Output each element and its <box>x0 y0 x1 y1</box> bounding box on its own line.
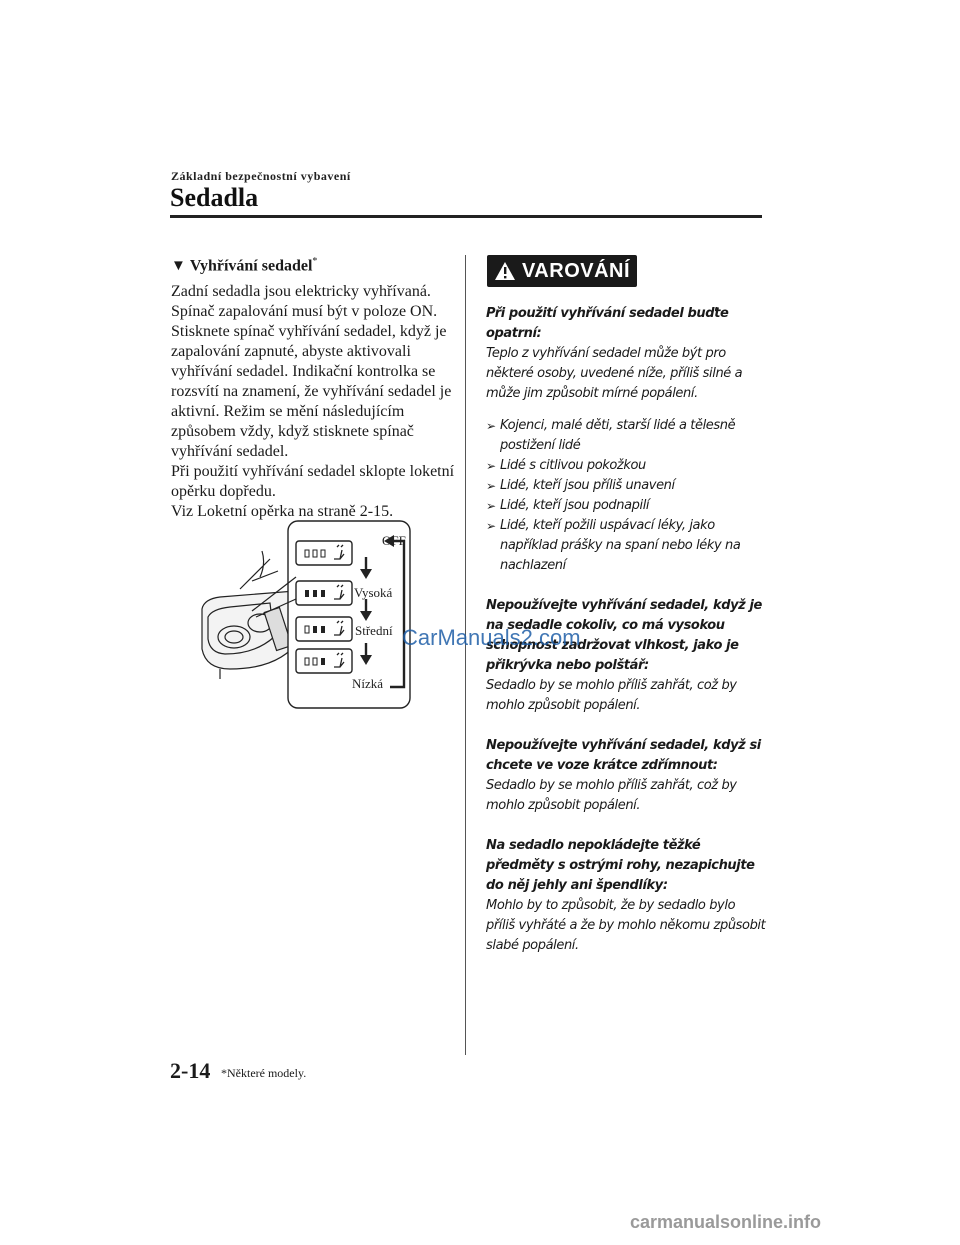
list-item: ➢ Lidé s citlivou pokožkou <box>486 456 766 476</box>
label-off: OFF <box>382 533 406 548</box>
arrow-bullet-icon: ➢ <box>486 519 496 533</box>
list-item: ➢ Lidé, kteří požili uspávací léky, jako například prášky na spaní nebo léky na nachlazení <box>486 518 741 573</box>
arrow-bullet-icon: ➢ <box>486 459 496 473</box>
cross-reference: Viz Loketní opěrka na straně 2-15. <box>171 503 394 520</box>
label-low: Nízká <box>352 676 384 691</box>
warning-body: Sedadlo by se mohlo příliš zahřát, což by mohlo způsobit popálení. <box>486 778 737 813</box>
list-item: ➢ Lidé, kteří jsou příliš unavení <box>486 476 766 496</box>
section-label: Základní bezpečnostní vybavení <box>171 169 351 183</box>
arrow-bullet-icon: ➢ <box>486 479 496 493</box>
warning-heading: Při použití vyhřívání sedadel buďte opatrní: <box>486 306 729 341</box>
column-divider <box>465 255 466 1055</box>
arrow-bullet-icon: ➢ <box>486 499 496 513</box>
footnote: *Některé modely. <box>221 1066 307 1080</box>
triangle-marker-icon: ▼ <box>171 258 186 275</box>
warning-list <box>486 416 766 576</box>
warning-heading: Nepoužívejte vyhřívání sedadel, když si chcete ve voze krátce zdřímnout: <box>486 738 761 773</box>
warning-badge <box>487 255 637 287</box>
warning-heading: Na sedadlo nepokládejte těžké předměty s ostrými rohy, nezapichujte do něj jehly ani špendlíky: <box>486 838 755 893</box>
title-rule <box>170 215 762 218</box>
footer-site-link[interactable]: carmanualsonline.info <box>630 1212 822 1232</box>
watermark: CarManuals2.com <box>402 625 581 650</box>
arrow-bullet-icon: ➢ <box>486 419 496 433</box>
seat-heater-figure <box>200 519 412 710</box>
warning-body: Sedadlo by se mohlo příliš zahřát, což by mohlo způsobit popálení. <box>486 678 737 713</box>
list-item: ➢ Lidé, kteří jsou podnapilí <box>486 496 766 516</box>
sub-heading-text: Vyhřívání sedadel <box>189 257 313 275</box>
sub-heading <box>171 256 317 275</box>
list-item: ➢ Kojenci, malé děti, starší lidé a tělesně postižení lidé <box>486 418 736 453</box>
body-paragraph: Při použití vyhřívání sedadel sklopte loketní opěrku dopředu. <box>171 463 455 500</box>
body-text <box>171 282 457 522</box>
warning-triangle-icon <box>494 261 516 281</box>
label-high: Vysoká <box>354 585 393 600</box>
model-footnote-mark: * <box>312 256 318 267</box>
warning-body: Teplo z vyhřívání sedadel může být pro některé osoby, uvedené níže, příliš silné a může jim způsobit mírné popálení. <box>486 346 743 401</box>
warning-heading: Nepoužívejte vyhřívání sedadel, když je na sedadle cokoliv, co má vysokou schopnost zadržovat vlhkost, jako je přikrývka nebo polštář: <box>486 598 762 673</box>
warning-badge-label: VAROVÁNÍ <box>521 259 631 282</box>
armrest-console-drawing <box>202 551 300 679</box>
page-title: Sedadla <box>170 183 259 212</box>
page-number: 2-14 <box>170 1058 211 1083</box>
body-paragraph: Zadní sedadla jsou elektricky vyhřívaná. Spínač zapalování musí být v poloze ON. Stisknete spínač vyhřívání sedadel, když je zapalování zapnuté, abyste aktivovali vyhřívání sedadel. Indikační kontrolka se rozsvítí na znamení, že vyhřívání sedadel je aktivní. Režim se mění následujícím způsobem vždy, když stisknete spínač vyhřívání sedadel. <box>171 283 452 460</box>
label-medium: Střední <box>355 623 393 638</box>
warning-body: Mohlo by to způsobit, že by sedadlo bylo příliš vyhřáté a že by mohlo někomu způsobit slabé popálení. <box>486 898 766 953</box>
